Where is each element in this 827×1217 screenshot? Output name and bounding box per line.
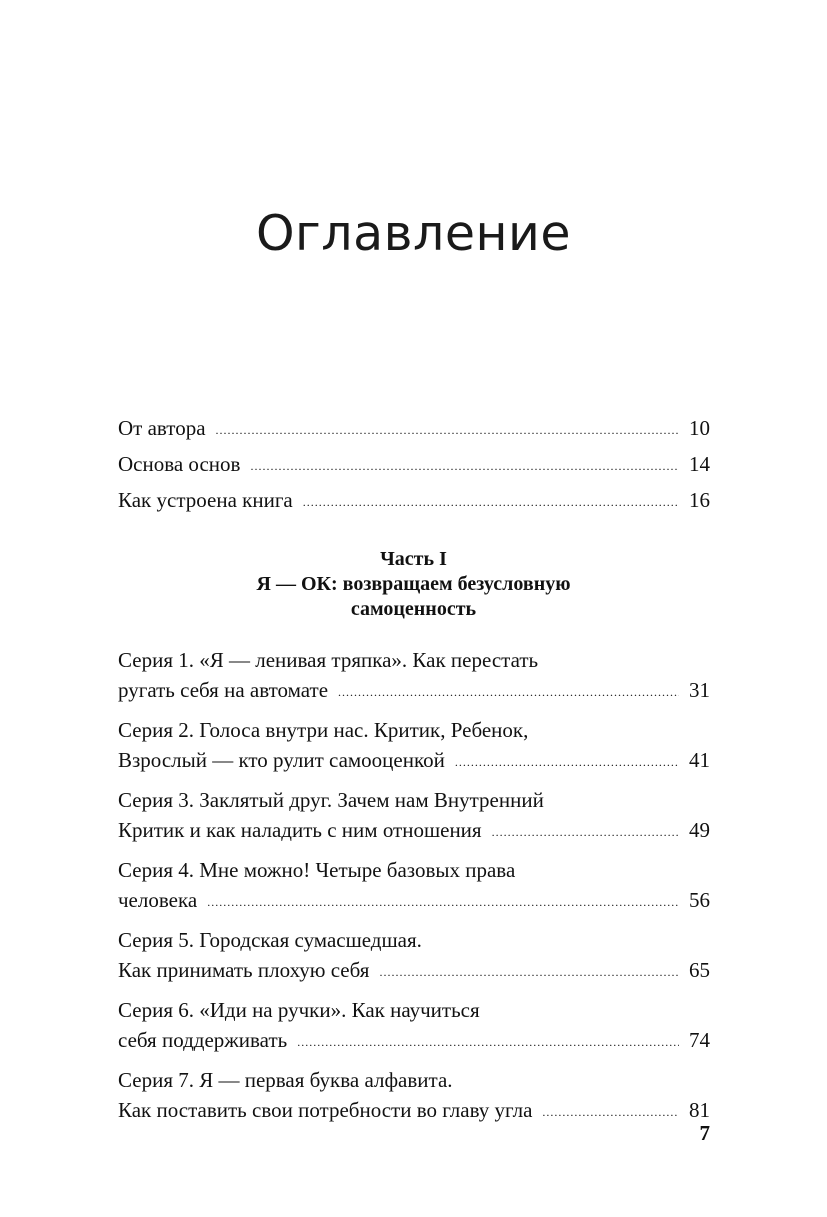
page-title: Оглавление [255, 205, 572, 262]
page-number: 7 [699, 1121, 710, 1145]
toc-entry[interactable] [118, 446, 710, 482]
dot-leader [297, 1024, 679, 1057]
dot-leader [542, 1094, 679, 1127]
part-title-line-2: самоценность [350, 598, 477, 620]
toc-series-entry[interactable] [118, 995, 710, 1055]
series-title-line-2: Как поставить свои потребности во главу угла [118, 1098, 533, 1122]
toc-series-entry[interactable] [118, 855, 710, 915]
toc-entry-page: 56 [689, 888, 710, 912]
toc-entry-page: 14 [689, 452, 710, 476]
part-title-line-1: Я — ОК: возвращаем безусловную [256, 573, 571, 595]
toc-entry-title: Как устроена книга [118, 488, 293, 512]
series-title-line-2: себя поддерживать [118, 1028, 288, 1052]
toc-entry[interactable] [118, 482, 710, 518]
toc-entry-page: 31 [689, 678, 710, 702]
toc-series-entry[interactable] [118, 785, 710, 845]
toc-entry-page: 74 [689, 1028, 710, 1052]
toc-intro-list [118, 410, 710, 518]
part-label: Часть I [380, 548, 447, 570]
series-title-line-1: Серия 3. Заклятый друг. Зачем нам Внутренний [118, 788, 544, 812]
dot-leader [207, 884, 679, 917]
series-title-line-1: Серия 6. «Иди на ручки». Как научиться [118, 998, 480, 1022]
toc-series-entry[interactable] [118, 1065, 710, 1125]
series-title-line-1: Серия 4. Мне можно! Четыре базовых права [118, 858, 516, 882]
toc-series-entry[interactable] [118, 925, 710, 985]
toc-entry-page: 41 [689, 748, 710, 772]
series-title-line-2: человека [118, 888, 198, 912]
series-title-line-2: Взрослый — кто рулит самооценкой [118, 748, 445, 772]
toc-entry-page: 16 [689, 488, 710, 512]
dot-leader [216, 409, 679, 448]
series-title-line-2: Критик и как наладить с ним отношения [118, 818, 482, 842]
toc-entry-page: 65 [689, 958, 710, 982]
dot-leader [455, 744, 679, 777]
dot-leader [303, 481, 679, 520]
toc-entry-page: 81 [689, 1098, 710, 1122]
toc-entry-page: 49 [689, 818, 710, 842]
dot-leader [338, 674, 679, 707]
series-title-line-1: Серия 1. «Я — ленивая тряпка». Как перестать [118, 648, 539, 672]
series-title-line-2: ругать себя на автомате [118, 678, 329, 702]
toc-series-entry[interactable] [118, 715, 710, 775]
part-heading [0, 547, 827, 622]
toc-entry[interactable] [118, 410, 710, 446]
toc-entry-page: 10 [689, 416, 710, 440]
toc-entry-title: От автора [118, 416, 206, 440]
dot-leader [379, 954, 679, 987]
toc-entry-title: Основа основ [118, 452, 241, 476]
toc-series-list [118, 645, 710, 1135]
series-title-line-1: Серия 7. Я — первая буква алфавита. [118, 1068, 453, 1092]
series-title-line-1: Серия 5. Городская сумасшедшая. [118, 928, 422, 952]
dot-leader [492, 814, 679, 847]
series-title-line-1: Серия 2. Голоса внутри нас. Критик, Ребенок, [118, 718, 529, 742]
dot-leader [250, 445, 679, 484]
series-title-line-2: Как принимать плохую себя [118, 958, 370, 982]
toc-series-entry[interactable] [118, 645, 710, 705]
